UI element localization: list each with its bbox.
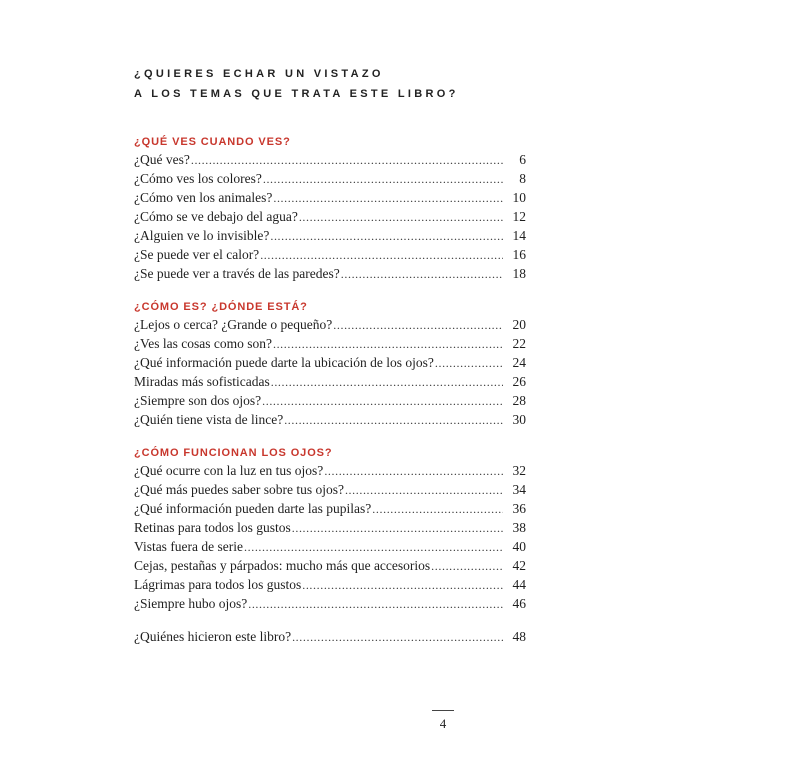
toc-entry-title: Lágrimas para todos los gustos [134, 577, 302, 592]
intro-line-2: A LOS TEMAS QUE TRATA ESTE LIBRO? [134, 88, 459, 100]
toc-entry-page: 26 [512, 374, 526, 389]
toc-section [134, 443, 526, 613]
toc-entry[interactable] [134, 575, 526, 594]
toc-entry-page: 28 [512, 393, 526, 408]
toc-entry-title: ¿Se puede ver el calor? [134, 247, 260, 262]
toc-entry-title: ¿Qué información pueden darte las pupilas? [134, 501, 372, 516]
dot-leader [324, 462, 503, 481]
toc-entry-page: 14 [512, 228, 526, 243]
toc-entry-title: Retinas para todos los gustos [134, 520, 291, 535]
page-number-rule [432, 710, 454, 711]
toc-entry-page: 38 [512, 520, 526, 535]
toc-entry-title: ¿Quién tiene vista de lince? [134, 412, 284, 427]
dot-leader [345, 481, 503, 500]
toc-entry[interactable] [134, 188, 526, 207]
toc-entry-title: ¿Siempre hubo ojos? [134, 596, 248, 611]
dot-leader [270, 227, 503, 246]
toc-entry-page: 48 [512, 629, 526, 644]
toc-entry-page: 24 [512, 355, 526, 370]
toc-entry[interactable] [134, 226, 526, 245]
toc-entry[interactable] [134, 391, 526, 410]
toc-entry[interactable] [134, 518, 526, 537]
dot-leader [372, 500, 503, 519]
toc-entry-title: ¿Cómo ven los animales? [134, 190, 273, 205]
dot-leader [248, 595, 503, 614]
toc-entry-title: ¿Lejos o cerca? ¿Grande o pequeño? [134, 317, 333, 332]
toc-entry-page: 34 [512, 482, 526, 497]
toc-section [134, 132, 526, 283]
toc-entry-page: 12 [512, 209, 526, 224]
toc-entry-page: 6 [519, 152, 526, 167]
toc-entry[interactable] [134, 499, 526, 518]
dot-leader [260, 246, 503, 265]
toc-section [134, 297, 526, 429]
toc-entry-page: 16 [512, 247, 526, 262]
toc-entry[interactable] [134, 315, 526, 334]
table-of-contents [134, 132, 526, 646]
intro-line-1: ¿QUIERES ECHAR UN VISTAZO [134, 68, 384, 80]
toc-entry-title: Miradas más sofisticadas [134, 374, 270, 389]
toc-sections [134, 132, 526, 613]
toc-entry[interactable] [134, 556, 526, 575]
dot-leader [292, 519, 503, 538]
toc-entry[interactable] [134, 169, 526, 188]
dot-leader [341, 265, 503, 284]
page-number: 4 [439, 716, 447, 731]
toc-entry-page: 8 [519, 171, 526, 186]
toc-entry-title: Vistas fuera de serie [134, 539, 244, 554]
toc-entry-title: ¿Qué más puedes saber sobre tus ojos? [134, 482, 344, 497]
toc-entry-title: ¿Qué información puede darte la ubicación de los ojos? [134, 355, 434, 370]
toc-entry[interactable] [134, 264, 526, 283]
toc-entry-title: ¿Se puede ver a través de las paredes? [134, 266, 340, 281]
toc-entry-page: 30 [512, 412, 526, 427]
toc-intro-heading [134, 64, 459, 104]
toc-entry-page: 42 [512, 558, 526, 573]
toc-entry-title: Cejas, pestañas y párpados: mucho más que accesorios [134, 558, 431, 573]
toc-entry[interactable] [134, 537, 526, 556]
toc-entry[interactable] [134, 150, 526, 169]
dot-leader [262, 392, 503, 411]
dot-leader [299, 208, 503, 227]
toc-entry-title: ¿Qué ocurre con la luz en tus ojos? [134, 463, 324, 478]
toc-entry[interactable] [134, 334, 526, 353]
toc-entry-page: 32 [512, 463, 526, 478]
toc-entry[interactable] [134, 207, 526, 226]
dot-leader [191, 151, 503, 170]
dot-leader [263, 170, 503, 189]
dot-leader [271, 373, 503, 392]
toc-entry[interactable] [134, 410, 526, 429]
toc-entry-credits[interactable] [134, 627, 526, 646]
toc-entry[interactable] [134, 245, 526, 264]
toc-entry[interactable] [134, 353, 526, 372]
dot-leader [292, 628, 503, 647]
toc-entry-page: 10 [512, 190, 526, 205]
dot-leader [273, 189, 503, 208]
dot-leader [244, 538, 503, 557]
toc-entry[interactable] [134, 461, 526, 480]
toc-entry-title: ¿Qué ves? [134, 152, 190, 167]
dot-leader [273, 335, 503, 354]
dot-leader [302, 576, 503, 595]
toc-entry-page: 40 [512, 539, 526, 554]
toc-entry[interactable] [134, 594, 526, 613]
toc-entry-page: 36 [512, 501, 526, 516]
section-title: ¿CÓMO FUNCIONAN LOS OJOS? [134, 447, 333, 459]
toc-entry-title: ¿Siempre son dos ojos? [134, 393, 262, 408]
toc-entry-page: 46 [512, 596, 526, 611]
toc-entry-page: 44 [512, 577, 526, 592]
toc-entry-title: ¿Alguien ve lo invisible? [134, 228, 270, 243]
toc-entry-page: 20 [512, 317, 526, 332]
toc-entry[interactable] [134, 372, 526, 391]
toc-entry-title: ¿Ves las cosas como son? [134, 336, 272, 351]
section-title: ¿CÓMO ES? ¿DÓNDE ESTÁ? [134, 301, 308, 313]
dot-leader [284, 411, 503, 430]
dot-leader [435, 354, 503, 373]
toc-entry[interactable] [134, 480, 526, 499]
toc-entry-page: 18 [512, 266, 526, 281]
toc-entry-title: ¿Cómo se ve debajo del agua? [134, 209, 298, 224]
toc-entry-title: ¿Cómo ves los colores? [134, 171, 262, 186]
toc-entry-title: ¿Quiénes hicieron este libro? [134, 629, 292, 644]
section-title: ¿QUÉ VES CUANDO VES? [134, 136, 291, 148]
toc-entry-page: 22 [512, 336, 526, 351]
dot-leader [333, 316, 503, 335]
dot-leader [431, 557, 503, 576]
